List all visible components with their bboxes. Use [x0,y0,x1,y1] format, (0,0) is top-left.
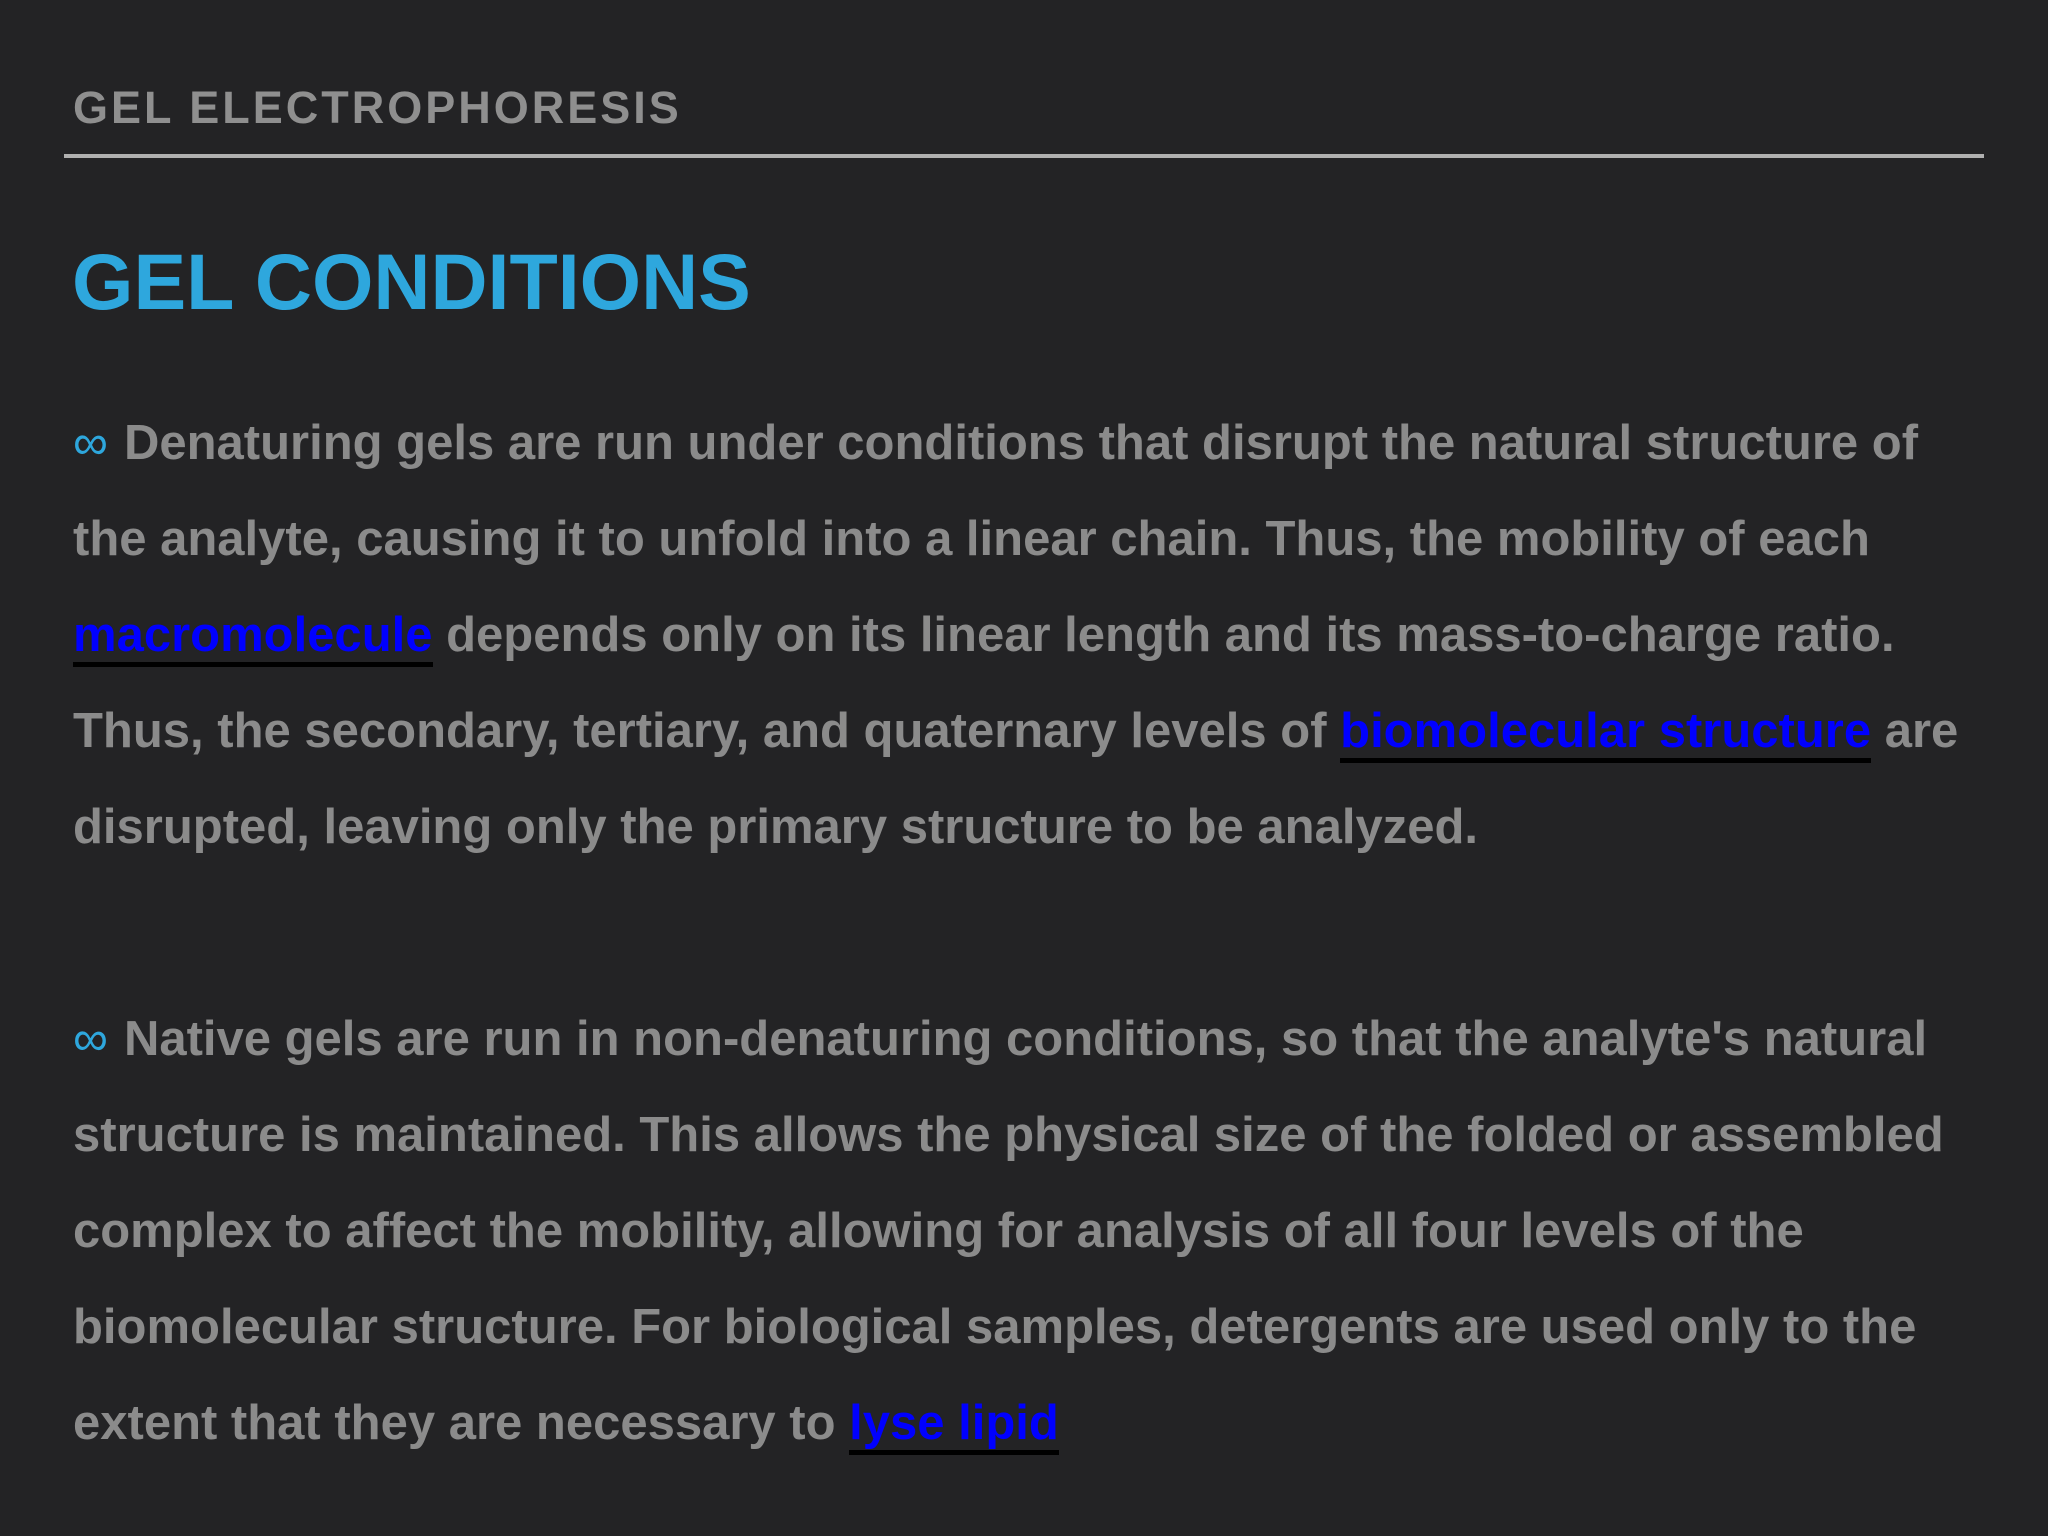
bullet-native-gels [73,991,2003,1471]
paragraph-text: are disrupted, leaving only the primary structure to be analyzed. [73,704,1959,854]
paragraph-text: Native gels are run in non-denaturing conditions, so that the analyte's natural structure is maintained. This allows the physical size of the folded or assembled complex to affect the mobility, allowing for analysis of all four levels of the biomolecular structure. For biological samples, detergents are used only to the extent that they are necessary to [73,1012,1944,1450]
page-title: GEL CONDITIONS [72,237,751,326]
infinity-bullet-icon: ∞ [73,1012,108,1066]
section-label: GEL ELECTROPHORESIS [73,82,682,133]
slide-body [73,395,2003,1471]
bullet-denaturing-gels [73,395,2003,875]
link-macromolecule[interactable]: macromolecule [73,608,433,667]
infinity-bullet-icon: ∞ [73,416,108,470]
header-divider [64,154,1984,158]
paragraph-text: Denaturing gels are run under conditions that disrupt the natural structure of the analyte, causing it to unfold into a linear chain. Thus, the mobility of each [73,416,1919,566]
paragraph-text: depends only on its linear length and its mass-to-charge ratio. Thus, the secondary, tertiary, and quaternary levels of [73,608,1895,758]
link-lyse-lipid[interactable]: lyse lipid [849,1396,1059,1455]
link-biomolecular-structure[interactable]: biomolecular structure [1340,704,1871,763]
